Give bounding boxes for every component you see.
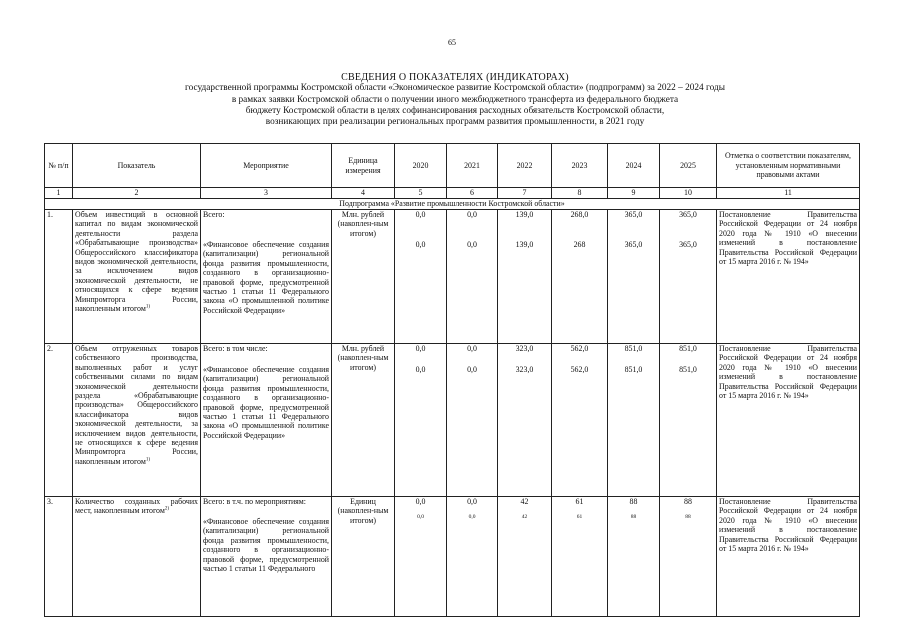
value-total: 365,0 <box>624 210 643 219</box>
value-detail: 268 <box>573 240 586 249</box>
footnote-mark: 2) <box>164 506 169 512</box>
value-total: 0,0 <box>467 344 477 353</box>
value-detail: 88 <box>630 514 637 520</box>
column-number: 2 <box>73 188 201 199</box>
indicator-text: Объем отгруженных товаров собственного производства, выполненных работ и услуг собственными силами по видам экономической деятельности раздела «Обрабатывающие производства» Общероссийского классификатора видов экономической деятельности, за исключением видов деятельности, не относящихся к сфере ведения Минпромторга России, накопленным итогом <box>75 344 198 466</box>
value-cell <box>552 210 608 344</box>
column-number: 1 <box>45 188 73 199</box>
footnote-mark: 1) <box>145 457 150 463</box>
subprogram-title: Подпрограмма «Развитие промышленности Костромской области» <box>45 199 860 210</box>
value-total: 61 <box>575 497 584 506</box>
header-line: государственной программы Костромской области «Экономическое развитие Костромской области» (подпрограмм) за 2022 – 2024 годы <box>185 83 725 94</box>
value-cell <box>447 210 498 344</box>
column-number: 5 <box>395 188 447 199</box>
value-detail: 0,0 <box>467 365 477 374</box>
value-cell <box>660 210 717 344</box>
value-total: 562,0 <box>570 344 589 353</box>
table-row <box>45 344 860 497</box>
header-cell: 2023 <box>552 144 608 188</box>
document-title: СВЕДЕНИЯ О ПОКАЗАТЕЛЯХ (ИНДИКАТОРАХ) <box>341 72 569 83</box>
measure-detail: «Финансовое обеспечение создания (капитализации) региональной фонда развития промышленности, созданного в организационно-правовой форме, предусмотренной частью 1 статьи 11 Федерального закона «О промышленной политике Российской Федерации» <box>203 365 329 440</box>
value-cell <box>395 344 447 497</box>
value-detail: 88 <box>685 514 691 520</box>
header-cell: 2022 <box>498 144 552 188</box>
value-detail: 0,0 <box>467 240 477 249</box>
column-number: 7 <box>498 188 552 199</box>
value-cell <box>447 344 498 497</box>
header-line: в рамках заявки Костромской области о получении иного межбюджетного трансферта из федерального бюджета <box>231 94 679 105</box>
value-detail: 851,0 <box>679 365 697 374</box>
table-row <box>45 497 860 617</box>
value-cell <box>395 497 447 617</box>
table-row <box>45 210 860 344</box>
value-cell <box>608 344 660 497</box>
value-total: 88 <box>684 497 692 506</box>
value-cell <box>395 210 447 344</box>
value-cell <box>498 344 552 497</box>
row-number: 1. <box>45 210 73 344</box>
value-detail: 139,0 <box>515 240 534 249</box>
value-cell <box>552 497 608 617</box>
value-detail: 0,0 <box>415 240 426 249</box>
header-cell: 2021 <box>447 144 498 188</box>
value-detail: 323,0 <box>515 365 534 374</box>
column-number: 9 <box>608 188 660 199</box>
indicator-cell <box>73 344 201 497</box>
measure-detail: «Финансовое обеспечение создания (капитализации) региональной фонда развития промышленности, созданного в организационно-правовой форме, предусмотренной частью 1 статьи 11 Федерального <box>203 517 329 574</box>
value-total: 0,0 <box>467 210 477 219</box>
subprogram-row <box>45 199 860 210</box>
value-detail: 851,0 <box>624 365 643 374</box>
value-cell <box>608 210 660 344</box>
value-cell <box>608 497 660 617</box>
measure-cell <box>201 497 332 617</box>
column-number: 3 <box>201 188 332 199</box>
measure-cell <box>201 344 332 497</box>
value-detail: 562,0 <box>570 365 589 374</box>
measure-cell <box>201 210 332 344</box>
footnote-mark: 1) <box>145 304 150 310</box>
row-number: 3. <box>45 497 73 617</box>
value-total: 0,0 <box>467 497 477 506</box>
value-detail: 0,0 <box>468 514 476 520</box>
value-cell <box>660 344 717 497</box>
value-cell <box>498 497 552 617</box>
measure-total: Всего: <box>203 210 225 219</box>
value-total: 42 <box>520 497 529 506</box>
value-total: 851,0 <box>679 344 697 353</box>
header-cell: № п/п <box>45 144 73 188</box>
value-cell <box>660 497 717 617</box>
value-total: 88 <box>629 497 638 506</box>
column-number: 8 <box>552 188 608 199</box>
measure-total: Всего: в том числе: <box>203 344 268 353</box>
header-cell: 2025 <box>660 144 717 188</box>
unit-cell: Единиц (накоплен-ным итогом) <box>332 497 395 617</box>
indicator-text: Количество созданных рабочих мест, накопленным итогом <box>75 497 198 516</box>
unit-cell: Млн. рублей (накоплен-ным итогом) <box>332 344 395 497</box>
header-line: бюджету Костромской области в целях софинансирования расходных обязательств Костромской области, <box>245 105 665 116</box>
value-total: 0,0 <box>415 344 426 353</box>
document-header <box>60 72 850 128</box>
value-total: 268,0 <box>570 210 589 219</box>
column-number-row <box>45 188 860 199</box>
value-total: 139,0 <box>515 210 534 219</box>
indicator-text: Объем инвестиций в основной капитал по видам экономической деятельности раздела «Обрабатывающие производства» Общероссийского классификатора видов экономической деятельности, за исключением видов экономической деятельности, не относящихся к сфере ведения Минпромторга России, накопленным итогом <box>75 210 198 314</box>
header-cell: Мероприятие <box>201 144 332 188</box>
value-total: 323,0 <box>515 344 534 353</box>
measure-detail: «Финансовое обеспечение создания (капитализации) региональной фонда развития промышленности, созданного в организационно-правовой форме, предусмотренной частью 1 статьи 11 Федерального закона «О промышленной политике Российской Федерации» <box>203 240 329 315</box>
value-cell <box>552 344 608 497</box>
header-cell: Единица измерения <box>332 144 395 188</box>
header-cell: 2020 <box>395 144 447 188</box>
indicators-table <box>44 143 860 617</box>
column-number: 4 <box>332 188 395 199</box>
header-cell: 2024 <box>608 144 660 188</box>
value-total: 0,0 <box>415 497 426 506</box>
measure-total: Всего: в т.ч. по мероприятиям: <box>203 497 306 506</box>
note-cell: Постановление Правительства Российской Федерации от 24 ноября 2020 года № 1910 «О внесении изменений в постановление Правительства Российской Федерации от 15 марта 2016 г. № 194» <box>717 344 860 497</box>
value-cell <box>498 210 552 344</box>
value-detail: 42 <box>521 514 528 520</box>
column-number: 11 <box>717 188 860 199</box>
column-number: 10 <box>660 188 717 199</box>
value-detail: 365,0 <box>624 240 643 249</box>
header-line: возникающих при реализации региональных программ развития промышленности, в 2021 году <box>265 117 645 128</box>
value-detail: 365,0 <box>679 240 697 249</box>
header-cell: Отметка о соответствии показателям, установленным нормативными правовыми актами <box>717 144 860 188</box>
value-detail: 0,0 <box>417 514 424 520</box>
row-number: 2. <box>45 344 73 497</box>
value-total: 0,0 <box>415 210 426 219</box>
page-number: 65 <box>448 38 456 47</box>
value-total: 365,0 <box>679 210 697 219</box>
value-total: 851,0 <box>624 344 643 353</box>
note-cell: Постановление Правительства Российской Федерации от 24 ноября 2020 года № 1910 «О внесении изменений в постановление Правительства Российской Федерации от 15 марта 2016 г. № 194» <box>717 497 860 617</box>
unit-cell: Млн. рублей (накоплен-ным итогом) <box>332 210 395 344</box>
indicator-cell <box>73 210 201 344</box>
indicator-cell <box>73 497 201 617</box>
header-cell: Показатель <box>73 144 201 188</box>
column-number: 6 <box>447 188 498 199</box>
note-cell: Постановление Правительства Российской Федерации от 24 ноября 2020 года № 1910 «О внесении изменений в постановление Правительства Российской Федерации от 15 марта 2016 г. № 194» <box>717 210 860 344</box>
value-cell <box>447 497 498 617</box>
value-detail: 61 <box>576 514 583 520</box>
value-detail: 0,0 <box>415 365 426 374</box>
table-header-row <box>45 144 860 188</box>
